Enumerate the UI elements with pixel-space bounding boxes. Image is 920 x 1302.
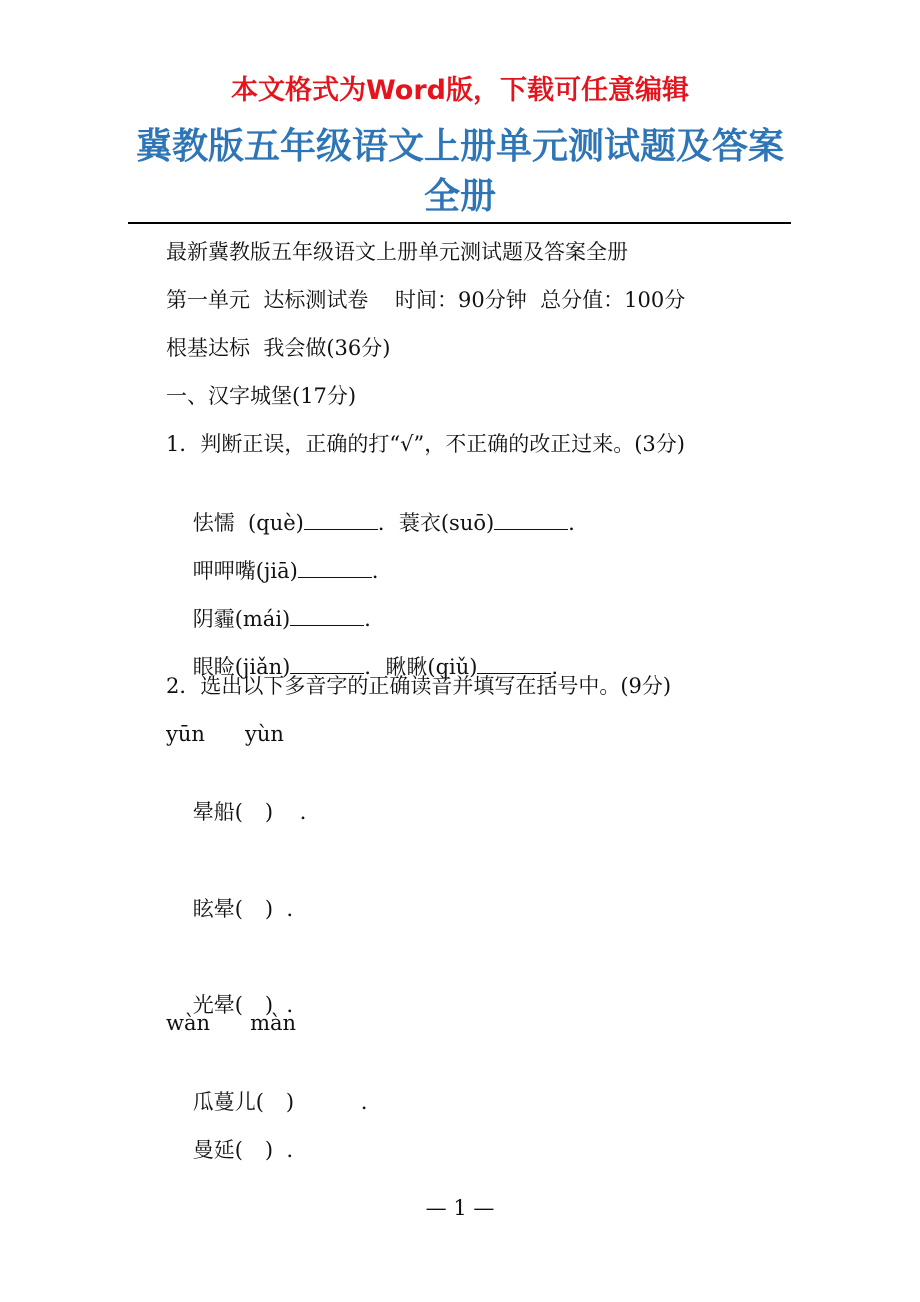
page-number: — 1 — xyxy=(425,1196,495,1220)
question-2-row-5 xyxy=(166,1105,308,1162)
subtitle: 最新冀教版五年级语文上册单元测试题及答案全册 xyxy=(166,240,628,264)
item-text: 眼睑(jiǎn) xyxy=(192,655,291,679)
item-text: ． xyxy=(371,559,393,583)
question-1-row-1 xyxy=(166,478,590,535)
question-2: 2．选出以下多音字的正确读音并填写在括号中。(9分) xyxy=(166,674,672,698)
item-text: 瓜蔓儿( xyxy=(192,1090,264,1114)
title-line-2: 全册 xyxy=(423,176,496,217)
item-text: ． xyxy=(364,607,386,631)
question-1-row-4 xyxy=(166,622,573,679)
item-text: ．瞅瞅(qiǔ) xyxy=(364,655,478,679)
item-text: 怯懦 (què) xyxy=(192,511,304,535)
format-banner: 本文格式为Word版，下载可任意编辑 xyxy=(230,75,689,106)
pinyin-options-1: yūn yùn xyxy=(166,722,284,746)
item-text: 呷呷嘴(jiā) xyxy=(192,559,298,583)
item-text: ． xyxy=(568,511,590,535)
question-2-row-4 xyxy=(166,1057,382,1114)
title-line-1: 冀教版五年级语文上册单元测试题及答案 xyxy=(135,126,784,167)
item-text: 光晕( xyxy=(192,993,243,1017)
item-text: ) ． xyxy=(264,800,321,824)
question-2-row-3 xyxy=(166,960,308,1017)
document-title xyxy=(0,122,920,222)
title-divider xyxy=(128,222,791,224)
item-text: 眩晕( xyxy=(192,897,243,921)
answer-blank xyxy=(494,509,568,530)
question-2-row-1 xyxy=(166,767,321,824)
item-text: ) ． xyxy=(285,1090,382,1114)
item-text: 晕船( xyxy=(192,800,243,824)
item-text: ) ． xyxy=(264,993,308,1017)
item-text: ．蓑衣(suō) xyxy=(377,511,495,535)
item-text: 曼延( xyxy=(192,1138,243,1162)
question-1: 1．判断正误，正确的打“√”，不正确的改正过来。(3分) xyxy=(166,432,685,456)
unit-heading: 第一单元 达标测试卷 时间：90分钟 总分值：100分 xyxy=(166,288,686,312)
item-text: 阴霾(mái) xyxy=(192,607,291,631)
part-heading: 一、汉字城堡(17分) xyxy=(166,384,357,408)
item-text: ) ． xyxy=(264,1138,308,1162)
question-1-row-3 xyxy=(166,574,386,631)
item-text: ) ． xyxy=(264,897,308,921)
question-1-row-2 xyxy=(166,526,393,583)
pinyin-options-2: wàn màn xyxy=(166,1011,297,1035)
question-2-row-2 xyxy=(166,864,308,921)
section-heading: 根基达标 我会做(36分) xyxy=(166,336,391,360)
item-text: ． xyxy=(551,655,573,679)
